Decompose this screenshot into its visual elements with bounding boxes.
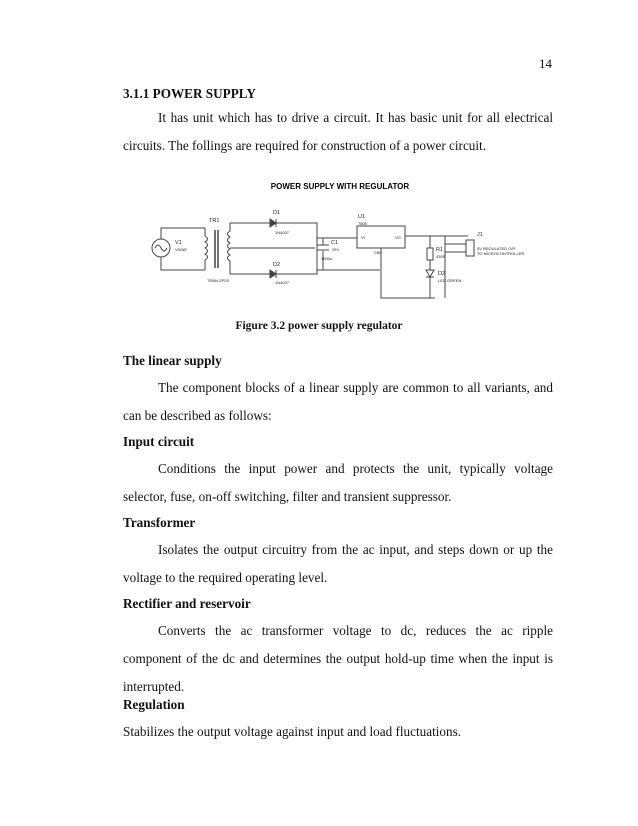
- svg-text:GND: GND: [374, 251, 382, 255]
- led-d2: [426, 270, 434, 277]
- transformer-paragraph: Isolates the output circuitry from the ac input, and steps down or up the voltage to the required operating level.: [123, 542, 553, 585]
- diode-d1: [270, 219, 276, 227]
- input-heading: Input circuit: [123, 434, 195, 449]
- rectifier-paragraph: Converts the ac transformer voltage to dc, reduces the ac ripple component of the dc and determines the output hold-up time when the input is interrupted.: [123, 623, 553, 694]
- svg-text:1N4007: 1N4007: [275, 280, 290, 285]
- svg-text:VI: VI: [361, 235, 365, 240]
- svg-text:5V REGULATED O/P: 5V REGULATED O/P: [477, 246, 516, 251]
- diode-d2: [270, 270, 276, 278]
- linear-paragraph: The component blocks of a linear supply are common to all variants, and can be described as follows:: [123, 380, 553, 423]
- svg-text:J1: J1: [477, 232, 483, 238]
- intro-paragraph: It has unit which has to drive a circuit. It has basic unit for all electrical circuits. The follings are required for construction of a power circuit.: [123, 110, 553, 153]
- figure-caption: Figure 3.2 power supply regulator: [235, 320, 403, 332]
- svg-text:D2: D2: [438, 271, 446, 277]
- svg-text:U1: U1: [358, 214, 366, 220]
- svg-text:TR1: TR1: [209, 218, 220, 224]
- transformer-primary: [205, 228, 208, 270]
- connector-j1: [466, 240, 474, 256]
- svg-text:R1: R1: [436, 247, 444, 253]
- rectifier-heading: Rectifier and reservoir: [123, 596, 251, 611]
- svg-text:25V: 25V: [332, 247, 340, 252]
- svg-text:D2: D2: [273, 262, 281, 268]
- svg-text:C1: C1: [331, 240, 339, 246]
- svg-text:TRAN-2P2S: TRAN-2P2S: [207, 278, 230, 283]
- regulation-paragraph: Stabilizes the output voltage against input and load fluctuations.: [123, 724, 462, 739]
- resistor-r1: [427, 248, 433, 260]
- svg-text:V1: V1: [175, 240, 182, 246]
- page-number: 14: [539, 56, 552, 71]
- svg-text:330R: 330R: [436, 254, 446, 259]
- svg-text:7805: 7805: [358, 221, 367, 226]
- transformer-secondary: [228, 223, 231, 274]
- transformer-heading: Transformer: [123, 515, 196, 530]
- svg-text:LED-GREEN: LED-GREEN: [438, 278, 462, 283]
- svg-text:1N4007: 1N4007: [275, 230, 290, 235]
- section-heading: 3.1.1 POWER SUPPLY: [123, 86, 256, 101]
- power-supply-circuit-diagram: [145, 178, 535, 313]
- figure-title: POWER SUPPLY WITH REGULATOR: [270, 182, 410, 191]
- svg-text:VSINE: VSINE: [175, 247, 188, 252]
- svg-text:TO MICROCONTROLLER: TO MICROCONTROLLER: [477, 251, 525, 256]
- input-paragraph: Conditions the input power and protects the unit, typically voltage selector, fuse, on-off switching, filter and transient suppressor.: [123, 461, 553, 504]
- regulation-heading: Regulation: [123, 697, 185, 712]
- svg-text:D1: D1: [273, 210, 281, 216]
- svg-text:1000u: 1000u: [321, 256, 333, 261]
- linear-heading: The linear supply: [123, 353, 222, 368]
- svg-text:VO: VO: [395, 235, 401, 240]
